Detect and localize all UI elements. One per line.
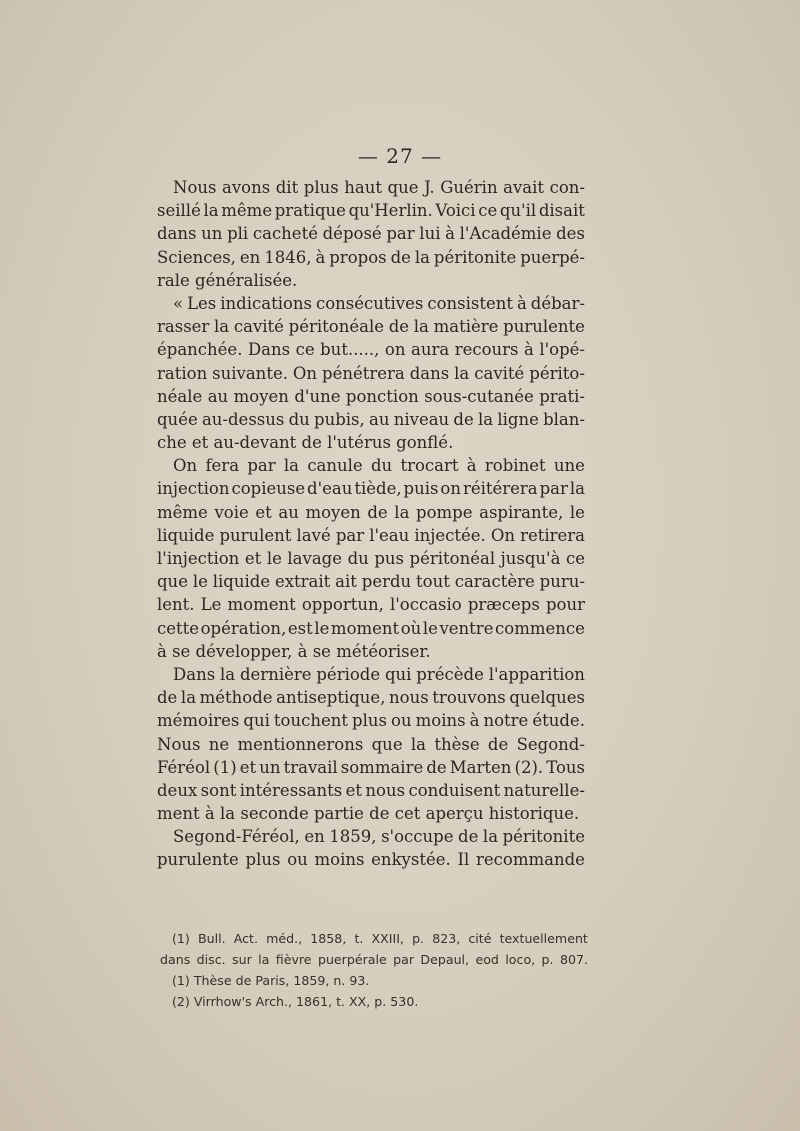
paragraph-2 [157, 292, 585, 454]
text-line: dans un pli cacheté déposé par lui à l'Académie des [157, 224, 585, 244]
footnote: (1) Bull. Act. méd., 1858, t. XXIII, p. 823, cité textuellement [172, 931, 588, 946]
text-line: purulente plus ou moins enkystée. Il recommande [157, 850, 585, 870]
paragraph-5 [157, 825, 585, 871]
text-line: mémoires qui touchent plus ou moins à notre étude. [157, 711, 585, 731]
footnote: (1) Thèse de Paris, 1859, n. 93. [172, 973, 370, 988]
text-line: rasser la cavité péritonéale de la matière purulente [157, 317, 585, 337]
text-line: Féréol (1) et un travail sommaire de Marten (2). Tous [157, 757, 585, 777]
paragraph-4 [157, 663, 585, 825]
text-line: de la méthode antiseptique, nous trouvons quelques [157, 688, 585, 708]
text-line: cette opération, est le moment où le ventre commence [157, 618, 585, 638]
text-line: épanchée. Dans ce but....., on aura recours à l'opé- [157, 340, 585, 360]
footnote-continuation: dans disc. sur la fièvre puerpérale par Depaul, eod loco, p. 807. [160, 952, 588, 967]
text-line: néale au moyen d'une ponction sous-cutanée prati- [157, 386, 585, 406]
text-line: Nous ne mentionnerons que la thèse de Segond- [157, 734, 585, 754]
text-line: Sciences, en 1846, à propos de la péritonite puerpé- [157, 247, 585, 267]
text-line: lent. Le moment opportun, l'occasio præceps pour [157, 595, 585, 615]
text-line: rale généralisée. [157, 270, 298, 290]
text-line: « Les indications consécutives consistent à débar- [173, 293, 585, 313]
text-line: Dans la dernière période qui précède l'apparition [173, 664, 585, 684]
text-line: l'injection et le lavage du pus péritonéal jusqu'à ce [157, 549, 585, 568]
text-line: Segond-Féréol, en 1859, s'occupe de la péritonite [173, 827, 585, 847]
paragraph-1 [157, 176, 585, 292]
text-line: à se développer, à se météoriser. [157, 641, 431, 661]
text-line: seillé la même pratique qu'Herlin. Voici ce qu'il disait [157, 201, 585, 221]
text-line: injection copieuse d'eau tiède, puis on réitérera par la [157, 479, 585, 499]
text-line: deux sont intéressants et nous conduisent naturelle- [157, 780, 585, 800]
text-line: ration suivante. On pénétrera dans la cavité périto- [157, 363, 585, 383]
text-line: liquide purulent lavé par l'eau injectée. On retirera [157, 525, 585, 545]
footnotes [160, 928, 588, 1012]
footnote: (2) Virrhow's Arch., 1861, t. XX, p. 530. [172, 994, 419, 1009]
text-line: quée au-dessus du pubis, au niveau de la ligne blan- [157, 409, 585, 429]
text-line: que le liquide extrait ait perdu tout caractère puru- [157, 572, 585, 592]
text-line: On fera par la canule du trocart à robinet une [173, 456, 585, 476]
text-line: ment à la seconde partie de cet aperçu historique. [157, 804, 580, 824]
text-line: Nous avons dit plus haut que J. Guérin avait con- [173, 178, 585, 197]
page-number: — 27 — [357, 144, 443, 168]
body-text [157, 176, 585, 872]
text-line: même voie et au moyen de la pompe aspirante, le [157, 502, 585, 522]
text-line: che et au-devant de l'utérus gonflé. [157, 433, 454, 453]
paragraph-3 [157, 454, 585, 663]
